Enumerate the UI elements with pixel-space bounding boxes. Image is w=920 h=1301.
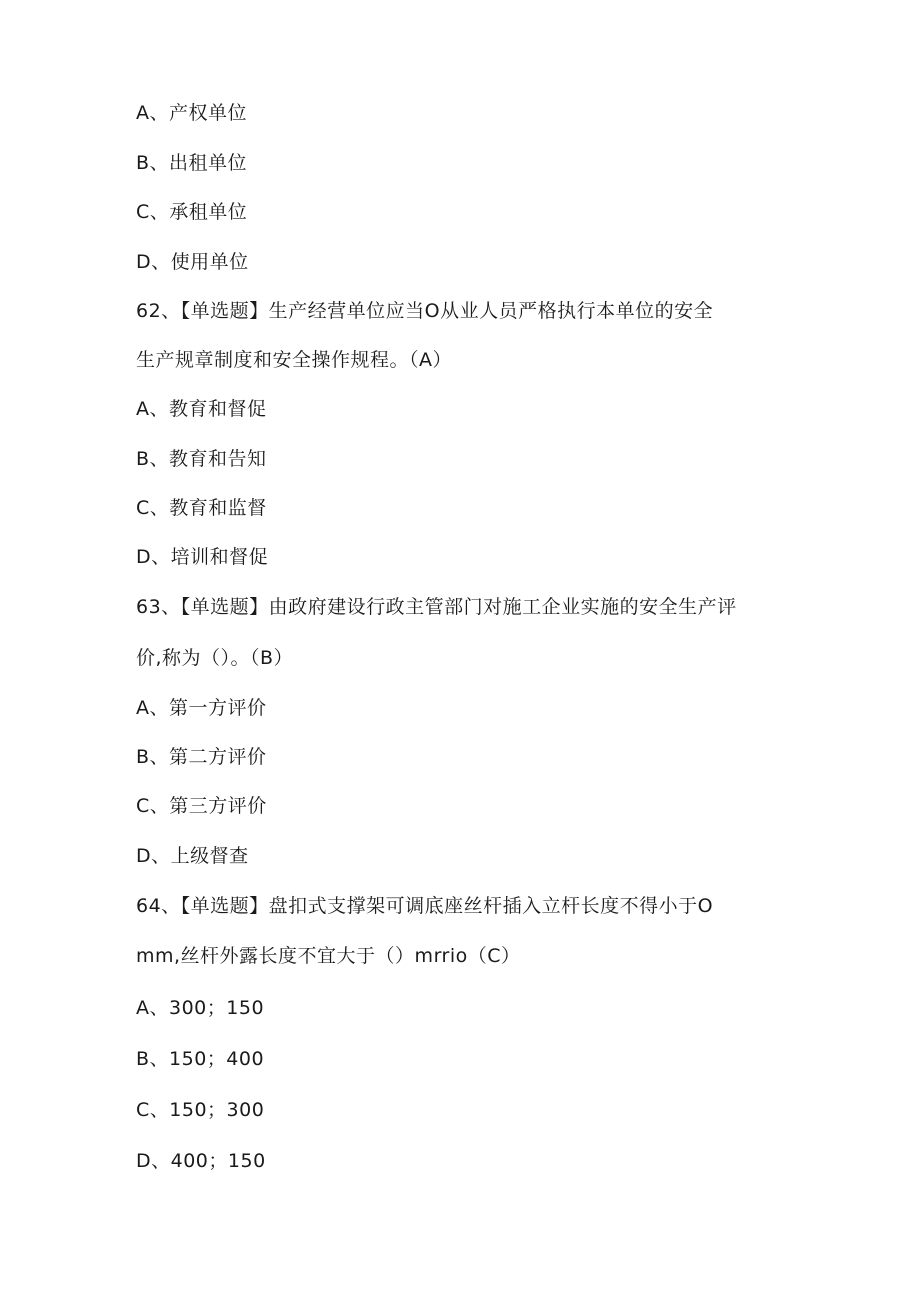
option-61-d: D、使用单位 [136, 251, 249, 273]
option-64-a: A、300；150 [136, 997, 265, 1019]
option-62-c: C、教育和监督 [136, 497, 267, 519]
question-63-line-2: 价,称为（）。（B） [136, 647, 294, 669]
option-62-a: A、教育和督促 [136, 398, 267, 420]
question-64-line-1: 64、【单选题】盘扣式支撑架可调底座丝杆插入立杆长度不得小于O [136, 895, 714, 917]
option-61-a: A、产权单位 [136, 102, 247, 124]
option-62-d: D、培训和督促 [136, 546, 269, 568]
question-64-line-2: mm,丝杆外露长度不宜大于（）mrrio（C） [136, 945, 521, 967]
option-63-d: D、上级督查 [136, 845, 249, 867]
option-63-b: B、第二方评价 [136, 746, 267, 768]
question-62-line-2: 生产规章制度和安全操作规程。（A） [136, 349, 452, 371]
option-64-c: C、150；300 [136, 1099, 265, 1121]
option-61-b: B、出租单位 [136, 152, 248, 174]
option-62-b: B、教育和告知 [136, 448, 267, 470]
option-63-a: A、第一方评价 [136, 697, 267, 719]
option-64-d: D、400；150 [136, 1150, 266, 1172]
option-64-b: B、150；400 [136, 1048, 265, 1070]
option-63-c: C、第三方评价 [136, 795, 267, 817]
question-63-line-1: 63、【单选题】由政府建设行政主管部门对施工企业实施的安全生产评 [136, 596, 737, 618]
question-62-line-1: 62、【单选题】生产经营单位应当O从业人员严格执行本单位的安全 [136, 300, 714, 322]
option-61-c: C、承租单位 [136, 201, 248, 223]
